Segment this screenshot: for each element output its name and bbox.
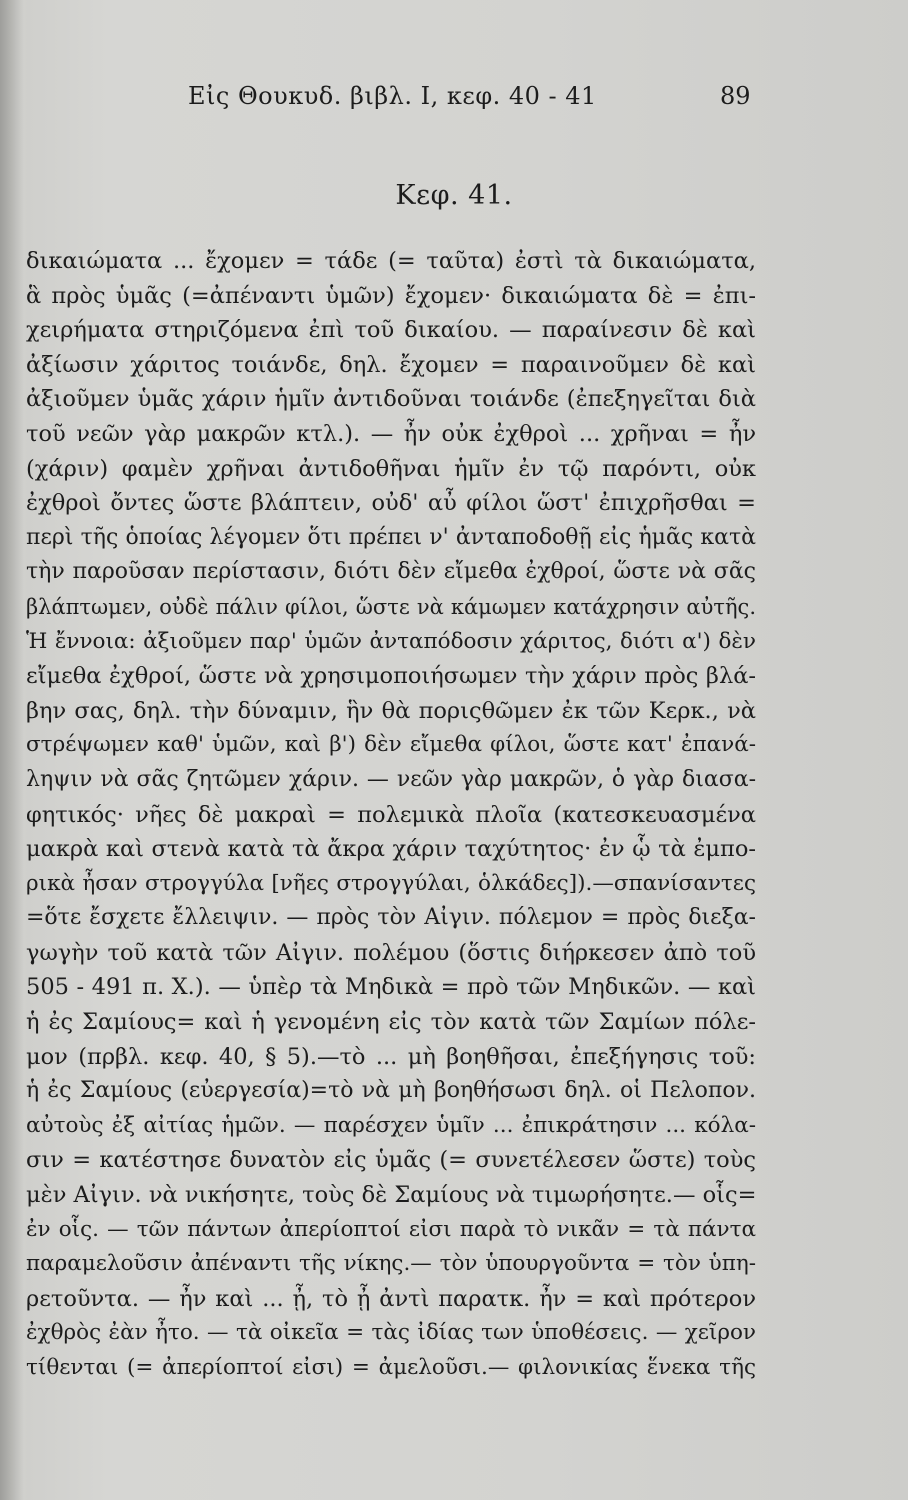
text-line: σιν = κατέστησε δυνατὸν εἰς ὑμᾶς (= συνετέλεσεν ὥστε) τοὺς — [26, 1147, 756, 1174]
text-line: ἡ ἐς Σαμίους= καὶ ἡ γενομένη εἰς τὸν κατὰ τῶν Σαμίων πόλε- — [26, 1009, 756, 1036]
text-line: μὲν Αἰγιν. νὰ νικήσητε, τοὺς δὲ Σαμίους νὰ τιμωρήσητε.— οἷς= — [26, 1182, 756, 1209]
text-line: γωγὴν τοῦ κατὰ τῶν Αἰγιν. πολέμου (ὅστις διήρκεσεν ἀπὸ τοῦ — [26, 939, 756, 966]
text-line: βην σας, δηλ. τὴν δύναμιν, ἣν θὰ ποριςθῶμεν ἐκ τῶν Κερκ., νὰ — [26, 697, 756, 724]
text-line: ἀξιοῦμεν ὑμᾶς χάριν ἡμῖν ἀντιδοῦναι τοιάνδε (ἐπεξηγεῖται διὰ — [26, 386, 756, 413]
text-line: =ὅτε ἔσχετε ἔλλειψιν. — πρὸς τὸν Αἰγιν. πόλεμον = πρὸς διεξα- — [26, 905, 756, 931]
text-line: ἐχθρὸς ἐὰν ἦτο. — τὰ οἰκεῖα = τὰς ἰδίας των ὑποθέσεις. — χεῖρον — [26, 1320, 756, 1346]
text-line: ρετοῦντα. — ἦν καὶ ... ᾖ, τὸ ᾖ ἀντὶ παρατκ. ἦν = καὶ πρότερον — [26, 1285, 756, 1312]
text-line: ληψιν νὰ σᾶς ζητῶμεν χάριν. — νεῶν γὰρ μακρῶν, ὁ γὰρ διασα- — [26, 766, 756, 792]
text-line: μακρὰ καὶ στενὰ κατὰ τὰ ἄκρα χάριν ταχύτητος· ἐν ᾧ τὰ ἐμπο- — [26, 836, 756, 863]
text-line: δικαιώματα ... ἔχομεν = τάδε (= ταῦτα) ἐστὶ τὰ δικαιώματα, — [26, 248, 756, 274]
text-line: παραμελοῦσιν ἀπέναντι τῆς νίκης.— τὸν ὑπουργοῦντα = τὸν ὑπη- — [26, 1251, 756, 1277]
text-line: ἀξίωσιν χάριτος τοιάνδε, δηλ. ἔχομεν = παραινοῦμεν δὲ καὶ — [26, 351, 756, 378]
text-line: τίθενται (= ἀπερίοπτοί εἰσι) = ἀμελοῦσι.— φιλονικίας ἕνεκα τῆς — [26, 1355, 756, 1380]
text-line: αὐτοὺς ἐξ αἰτίας ἡμῶν. — παρέσχεν ὑμῖν ... ἐπικράτησιν ... κόλα- — [26, 1112, 756, 1138]
text-line: Ἡ ἔννοια: ἀξιοῦμεν παρ' ὑμῶν ἀνταπόδοσιν χάριτος, διότι α') δὲν — [26, 628, 756, 654]
text-line: ἐχθροὶ ὄντες ὥστε βλάπτειν, οὐδ' αὖ φίλοι ὥστ' ἐπιχρῆσθαι = — [26, 490, 756, 517]
chapter-heading: Κεφ. 41. — [395, 180, 513, 211]
text-line: φητικός· νῆες δὲ μακραὶ = πολεμικὰ πλοῖα (κατεσκευασμένα — [26, 801, 756, 828]
text-line: ἡ ἐς Σαμίους (εὐεργεσία)=τὸ νὰ μὴ βοηθήσωσι δηλ. οἱ Πελοπον. — [26, 1078, 756, 1104]
text-line: ρικὰ ἦσαν στρογγύλα [νῆες στρογγύλαι, ὁλκάδες]).—σπανίσαντες — [26, 870, 756, 896]
text-line: τὴν παροῦσαν περίστασιν, διότι δὲν εἴμεθα ἐχθροί, ὥστε νὰ σᾶς — [26, 559, 756, 585]
text-line: (χάριν) φαμὲν χρῆναι ἀντιδοθῆναι ἡμῖν ἐν τῷ παρόντι, οὐκ — [26, 455, 756, 482]
text-line: ἐν οἷς. — τῶν πάντων ἀπερίοπτοί εἰσι παρὰ τὸ νικᾶν = τὰ πάντα — [26, 1216, 756, 1242]
text-line: περὶ τῆς ὁποίας λέγομεν ὅτι πρέπει ν' ἀνταποδοθῇ εἰς ἡμᾶς κατὰ — [26, 524, 756, 550]
running-header — [0, 78, 908, 118]
commentary-text — [26, 244, 756, 1386]
text-line: 505 - 491 π. Χ.). — ὑπὲρ τὰ Μηδικὰ = πρὸ τῶν Μηδικῶν. — καὶ — [26, 974, 756, 1001]
text-line: χειρήματα στηριζόμενα ἐπὶ τοῦ δικαίου. — παραίνεσιν δὲ καὶ — [26, 317, 756, 344]
page-number: 89 — [720, 82, 751, 110]
text-line: τοῦ νεῶν γὰρ μακρῶν κτλ.). — ἦν οὐκ ἐχθροὶ ... χρῆναι = ἦν — [26, 420, 756, 447]
text-line: εἴμεθα ἐχθροί, ὥστε νὰ χρησιμοποιήσωμεν τὴν χάριν πρὸς βλά- — [26, 663, 756, 690]
page-gutter-shadow — [0, 0, 24, 1500]
text-line: στρέψωμεν καθ' ὑμῶν, καὶ β') δὲν εἴμεθα φίλοι, ὥστε κατ' ἐπανά- — [26, 732, 756, 758]
text-line: βλάπτωμεν, οὐδὲ πάλιν φίλοι, ὥστε νὰ κάμωμεν κατάχρησιν αὐτῆς. — [26, 594, 756, 619]
running-title: Εἰς Θουκυδ. βιβλ. I, κεφ. 40 - 41 — [188, 82, 597, 110]
text-line: μον (πρβλ. κεφ. 40, § 5).—τὸ ... μὴ βοηθῆσαι, ἐπεξήγησις τοῦ: — [26, 1043, 756, 1070]
text-line: ἃ πρὸς ὑμᾶς (=ἀπέναντι ὑμῶν) ἔχομεν· δικαιώματα δὲ = ἐπι- — [26, 282, 756, 309]
